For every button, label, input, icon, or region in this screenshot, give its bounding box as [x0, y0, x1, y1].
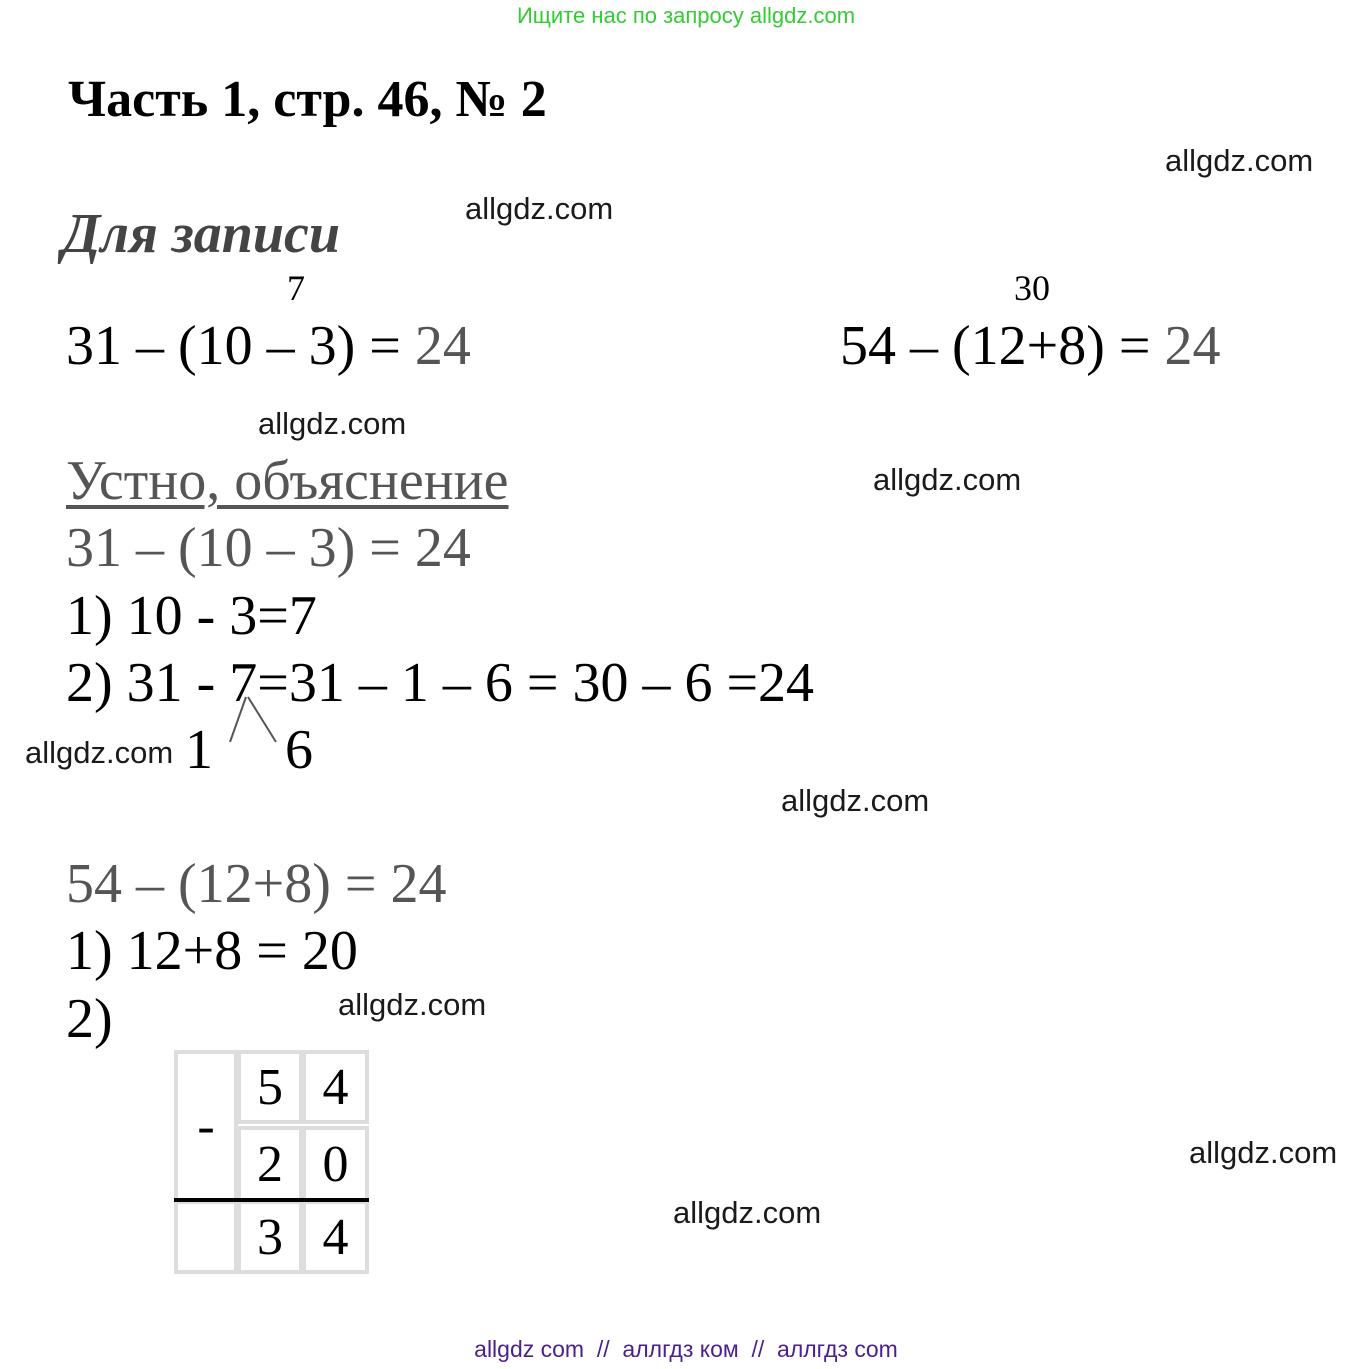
- split-part-1: 1: [185, 719, 213, 781]
- digit-cell: 5: [237, 1050, 303, 1124]
- watermark: allgdz.com: [25, 735, 174, 770]
- oral-step-1: 1) 10 - 3=7: [66, 585, 317, 647]
- oral2-step-2: 2): [66, 988, 113, 1050]
- hint-7: 7: [287, 268, 305, 308]
- section-heading-oral: Устно, объяснение: [66, 450, 509, 512]
- answer: 24: [1164, 315, 1221, 377]
- oral2-step-1: 1) 12+8 = 20: [66, 920, 358, 982]
- page-title: Часть 1, стр. 46, № 2: [68, 71, 547, 128]
- expression: 31 – (10 – 3) =: [66, 315, 401, 377]
- sign-cell: [174, 1050, 238, 1202]
- minus-sign: -: [197, 1097, 215, 1155]
- digit-cell: 0: [302, 1126, 369, 1202]
- watermark: allgdz.com: [1165, 143, 1314, 178]
- watermark: allgdz.com: [338, 987, 487, 1022]
- oral-equation-1: 31 – (10 – 3) = 24: [66, 517, 471, 579]
- digit-cell: 4: [302, 1050, 369, 1124]
- answer: 24: [414, 315, 471, 377]
- watermark: allgdz.com: [673, 1195, 822, 1230]
- section-heading-record: Для записи: [62, 203, 340, 265]
- watermark: allgdz.com: [781, 783, 930, 818]
- result-line: [174, 1198, 369, 1202]
- oral-step-2: 2) 31 - 7=31 – 1 – 6 = 30 – 6 =24: [66, 652, 815, 714]
- watermark: allgdz.com: [873, 462, 1022, 497]
- watermark: allgdz.com: [1189, 1135, 1338, 1170]
- watermark: allgdz.com: [465, 191, 614, 226]
- digit-cell: 4: [302, 1200, 369, 1274]
- watermark: allgdz.com: [258, 406, 407, 441]
- split-part-6: 6: [285, 719, 313, 781]
- digit-cell: 3: [237, 1200, 303, 1274]
- digit-cell: 2: [237, 1126, 303, 1202]
- hint-30: 30: [1014, 268, 1050, 308]
- oral-equation-2: 54 – (12+8) = 24: [66, 853, 447, 915]
- empty-cell: [174, 1200, 238, 1274]
- expression: 54 – (12+8) =: [840, 315, 1151, 377]
- search-hint-link[interactable]: Ищите нас по запросу allgdz.com: [516, 3, 856, 28]
- footer-links[interactable]: allgdz com // аллгдз ком // аллгдз com: [474, 1336, 898, 1362]
